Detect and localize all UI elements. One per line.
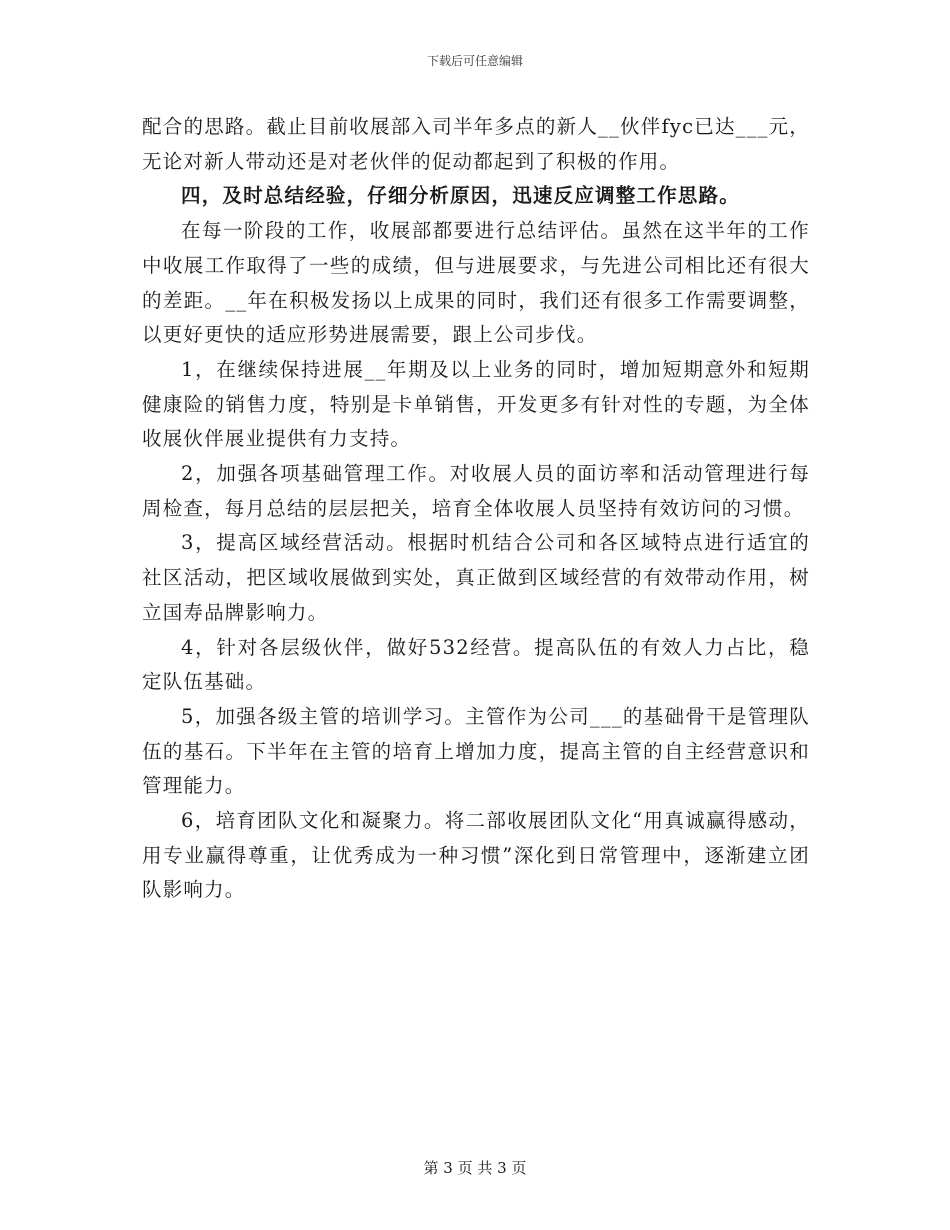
paragraph-continuation: 配合的思路。截止目前收展部入司半年多点的新人__伙伴fyc已达___元，无论对新人带动还是对老伙伴的促动都起到了积极的作用。 [142, 115, 810, 173]
list-item-6: 6，培育团队文化和凝聚力。将二部收展团队文化“用真诚赢得感动，用专业赢得尊重，让优秀成为一种习惯”深化到日常管理中，逐渐建立团队影响力。 [142, 809, 810, 902]
list-item-5: 5，加强各级主管的培训学习。主管作为公司___的基础骨干是管理队伍的基石。下半年在主管的培育上增加力度，提高主管的自主经营意识和管理能力。 [142, 704, 810, 798]
list-item-1: 1，在继续保持进展__年期及以上业务的同时，增加短期意外和短期健康险的销售力度，特别是卡单销售，开发更多有针对性的专题，为全体收展伙伴展业提供有力支持。 [142, 357, 810, 451]
paragraph-summary: 在每一阶段的工作，收展部都要进行总结评估。虽然在这半年的工作中收展工作取得了一些的成绩，但与进展要求，与先进公司相比还有很大的差距。__年在积极发扬以上成果的同时，我们还有很多工作需要调整，以更好更快的适应形势进展需要，跟上公司步伐。 [142, 219, 810, 347]
list-item-2: 2，加强各项基础管理工作。对收展人员的面访率和活动管理进行每周检查，每月总结的层层把关，培育全体收展人员坚持有效访问的习惯。 [142, 462, 810, 520]
document-body [142, 110, 810, 908]
list-item-3: 3，提高区域经营活动。根据时机结合公司和各区域特点进行适宜的社区活动，把区域收展做到实处，真正做到区域经营的有效带动作用，树立国寿品牌影响力。 [142, 531, 810, 624]
section-heading: 四，及时总结经验，仔细分析原因，迅速反应调整工作思路。 [181, 184, 740, 208]
list-item-4: 4，针对各层级伙伴，做好532经营。提高队伍的有效人力占比，稳定队伍基础。 [142, 635, 810, 694]
page-number: 第 3 页 共 3 页 [423, 1159, 527, 1177]
download-note: 下载后可任意编辑 [426, 54, 523, 68]
